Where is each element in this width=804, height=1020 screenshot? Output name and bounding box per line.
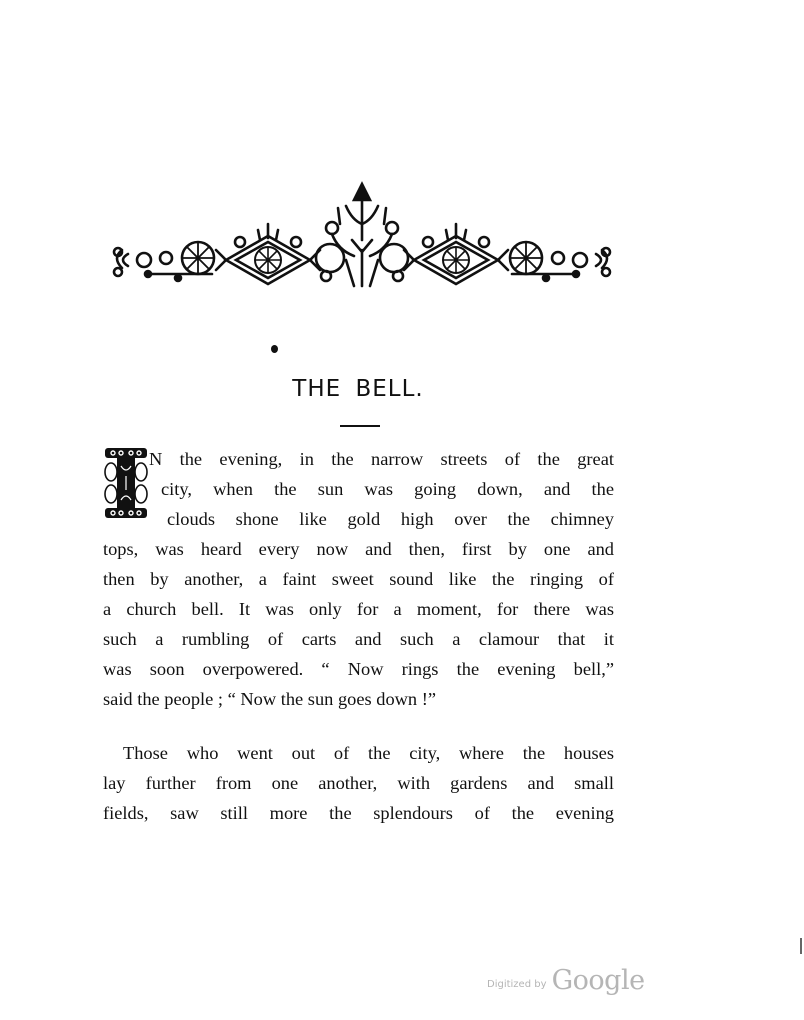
google-logo-text: Google — [551, 965, 645, 996]
text-line: then by another, a faint sweet sound like the ringing of — [103, 569, 614, 589]
text-line: clouds shone like gold high over the chimney — [167, 509, 614, 529]
text-line: said the people ; “ Now the sun goes down !” — [103, 689, 436, 709]
text-line: Those who went out of the city, where the houses — [123, 743, 614, 763]
stray-dot-mark — [271, 345, 278, 353]
text-line: N the evening, in the narrow streets of the great — [149, 449, 614, 469]
text-line: tops, was heard every now and then, first by one and — [103, 539, 614, 559]
text-line: fields, saw still more the splendours of the evening — [103, 803, 614, 823]
text-line: such a rumbling of carts and such a clamour that it — [103, 629, 614, 649]
scan-edge-mark — [800, 938, 802, 954]
chapter-title: THE BELL. — [292, 376, 424, 402]
text-line: lay further from one another, with gardens and small — [103, 773, 614, 793]
ornamental-headpiece-icon — [108, 180, 616, 290]
watermark-prefix: Digitized by — [487, 979, 547, 990]
text-line: city, when the sun was going down, and the — [161, 479, 614, 499]
title-rule-divider — [340, 425, 380, 427]
text-line: a church bell. It was only for a moment, for there was — [103, 599, 614, 619]
digitized-by-google-watermark — [487, 965, 645, 996]
paragraph-1 — [103, 444, 614, 714]
paragraph-2 — [103, 738, 614, 828]
text-line: was soon overpowered. “ Now rings the evening bell,” — [103, 659, 614, 679]
